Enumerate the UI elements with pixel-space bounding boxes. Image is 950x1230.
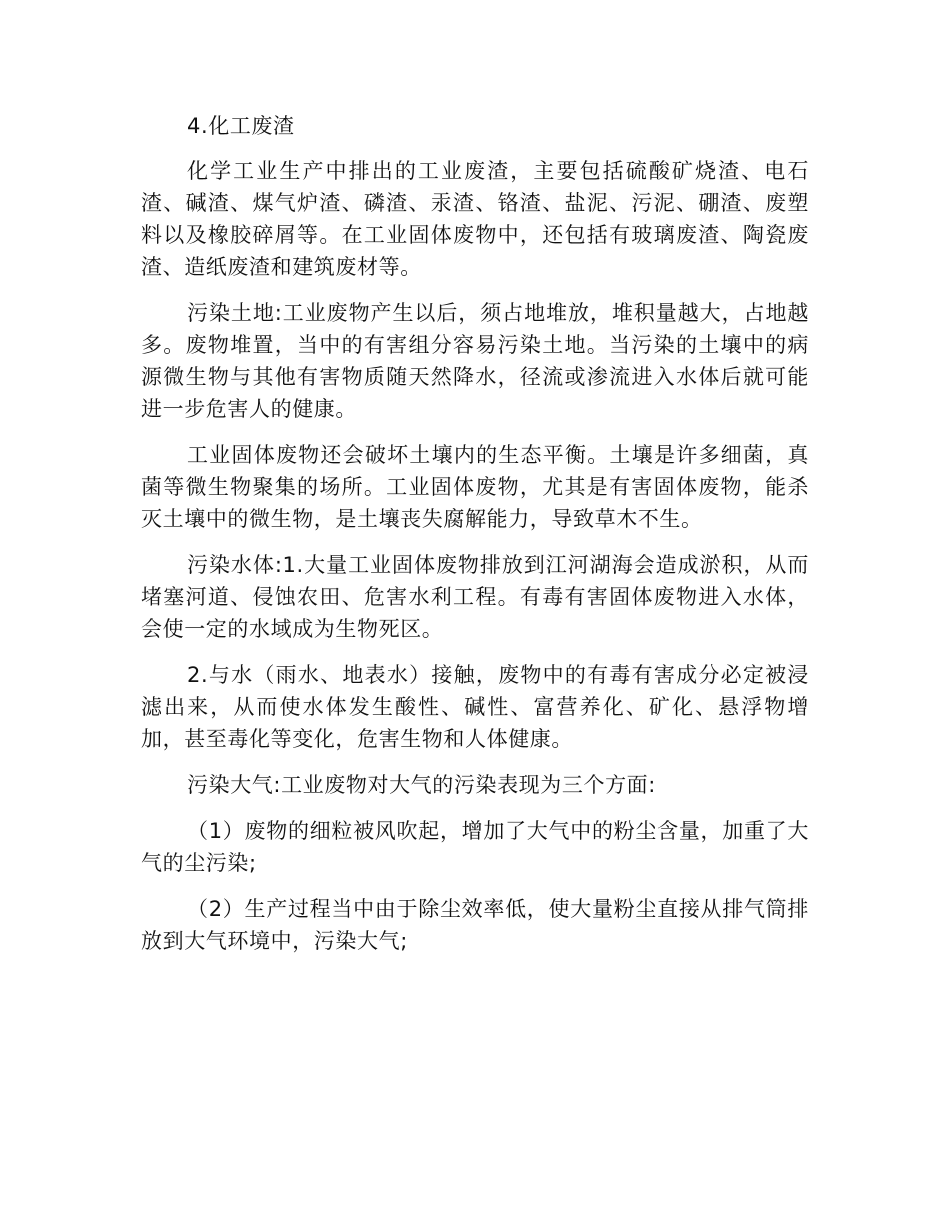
paragraph-air-pollution: 污染大气:工业废物对大气的污染表现为三个方面: [187, 773, 656, 797]
paragraph-water-pollution-1: 污染水体:1.大量工业固体废物排放到江河湖海会造成淤积，从而堵塞河道、侵蚀农田、危害水利工程。有毒有害固体废物进入水体，会使一定的水域成为生物死区。 [141, 553, 809, 641]
paragraph-land-pollution: 污染土地:工业废物产生以后，须占地堆放，堆积量越大，占地越多。废物堆置，当中的有害组分容易污染土地。当污染的土壤中的病源微生物与其他有害物质随天然降水，径流或渗流进入水体后就可能进一步危害人的健康。 [141, 301, 809, 421]
document-body [141, 110, 809, 971]
paragraph-water-pollution-2: 2.与水（雨水、地表水）接触，废物中的有毒有害成分必定被浸滤出来，从而使水体发生酸性、碱性、富营养化、矿化、悬浮物增加，甚至毒化等变化，危害生物和人体健康。 [141, 663, 809, 751]
paragraph-air-item-2: （2）生产过程当中由于除尘效率低，使大量粉尘直接从排气筒排放到大气环境中，污染大气; [141, 897, 809, 953]
section-heading: 4.化工废渣 [187, 114, 295, 138]
paragraph-chemical-waste: 化学工业生产中排出的工业废渣，主要包括硫酸矿烧渣、电石渣、碱渣、煤气炉渣、磷渣、汞渣、铬渣、盐泥、污泥、硼渣、废塑料以及橡胶碎屑等。在工业固体废物中，还包括有玻璃废渣、陶瓷废渣、造纸废渣和建筑废材等。 [141, 159, 809, 279]
paragraph-air-item-1: （1）废物的细粒被风吹起，增加了大气中的粉尘含量，加重了大气的尘污染; [141, 819, 809, 875]
paragraph-soil-ecology: 工业固体废物还会破坏土壤内的生态平衡。土壤是许多细菌，真菌等微生物聚集的场所。工业固体废物，尤其是有害固体废物，能杀灭土壤中的微生物，是土壤丧失腐解能力，导致草木不生。 [141, 443, 809, 531]
